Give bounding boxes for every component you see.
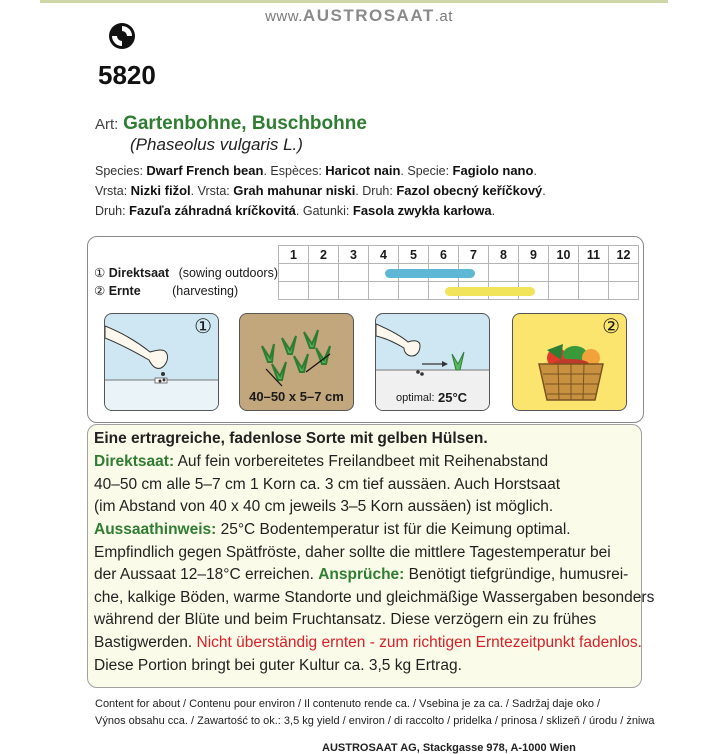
aussaathinweis-line-1: Aussaathinweis: 25°C Bodentemperatur ist für die Keimung optimal. <box>94 521 571 538</box>
species-line-1: Species: Dwarf French bean. Espèces: Haricot nain. Specie: Fagiolo nano. <box>95 163 537 178</box>
variety-headline: Eine ertragreiche, fadenlose Sorte mit gelben Hülsen. <box>94 430 488 447</box>
row-number: ② <box>94 284 106 298</box>
temperature-label: optimal: <box>396 392 435 404</box>
product-title: Art: Gartenbohne, Buschbohne <box>95 113 367 134</box>
direktsaat-line-3: (im Abstand von 40 x 40 cm jeweils 3–5 Korn aussäen) ist möglich. <box>94 498 554 515</box>
step-number-2: ② <box>602 316 620 338</box>
month-9: 9 <box>519 246 549 264</box>
month-12: 12 <box>609 246 639 264</box>
company-address-cut: AUSTROSAAT AG, Stackgasse 978, A-1000 Wien <box>322 742 576 754</box>
month-4: 4 <box>369 246 399 264</box>
month-8: 8 <box>489 246 519 264</box>
month-11: 11 <box>579 246 609 264</box>
ansprueche-line-4: Bastigwerden. Nicht überständig ernten - zum richtigen Erntezeitpunkt fadenlos. <box>94 634 642 651</box>
cultivation-info-box <box>87 424 655 688</box>
germination-illustration <box>375 313 490 411</box>
species-line-2: Vrsta: Nizki fižol. Vrsta: Grah mahunar niski. Druh: Fazol obecný keříčkový. <box>95 183 546 198</box>
spacing-illustration <box>239 313 354 411</box>
month-2: 2 <box>309 246 339 264</box>
harvest-period-bar <box>445 287 535 296</box>
month-10: 10 <box>549 246 579 264</box>
product-number: 5820 <box>98 60 156 90</box>
harvest-warning: Nicht überständig ernten - zum richtigen Erntezeitpunkt fadenlos. <box>196 634 642 651</box>
calendar-row-sowing <box>94 264 639 282</box>
step-number-1: ① <box>194 316 212 338</box>
top-border-line <box>40 0 668 3</box>
month-header-row <box>94 246 639 264</box>
website-url[interactable]: www.AUSTROSAAT.at <box>265 6 453 25</box>
species-line-3: Druh: Fazuľa záhradná kríčkovitá. Gatunki: Fasola zwykła karłowa. <box>95 203 496 218</box>
month-6: 6 <box>429 246 459 264</box>
yield-portion-note: Diese Portion bringt bei guter Kultur ca. 3,5 kg Ertrag. <box>94 657 462 674</box>
ansprueche-line-2: che, kalkige Böden, warme Standorte und gleichmäßige Wassergaben besonders <box>94 589 655 606</box>
calendar-table <box>94 245 639 300</box>
direktsaat-line-1: Direktsaat: Auf fein vorbereitetes Freilandbeet mit Reihenabstand <box>94 453 549 470</box>
green-dot-recycling-icon <box>108 22 136 50</box>
harvest-illustration <box>512 313 627 411</box>
row-name: Ernte <box>108 284 141 298</box>
aussaathinweis-line-3: der Aussaat 12–18°C erreichen. Ansprüche: Benötigt tiefgründige, humusrei- <box>94 566 629 583</box>
content-yield-line-1: Content for about / Contenu pour environ / Il contenuto rende ca. / Vsebina je za ca. / Sadržaj daje oko / <box>95 698 601 710</box>
ansprueche-line-3: während der Blüte und beim Fruchtansatz. Diese verzögern ein zu frühes <box>94 611 597 628</box>
sowing-calendar <box>87 236 644 423</box>
row-note: (harvesting) <box>172 284 239 298</box>
month-3: 3 <box>339 246 369 264</box>
month-7: 7 <box>459 246 489 264</box>
row-name: Direktsaat <box>108 266 170 280</box>
row-note: (sowing outdoors) <box>178 266 278 280</box>
content-yield-line-2: Výnos obsahu cca. / Zawartość to ok.: 3,5 kg yield / environ / di raccolto / pridelka / prinosa / sklizeň / úrodu / żniwa <box>95 715 655 727</box>
month-5: 5 <box>399 246 429 264</box>
sowing-illustration <box>104 313 219 411</box>
calendar-row-harvest <box>94 282 639 300</box>
temperature-value: 25°C <box>438 390 468 405</box>
month-1: 1 <box>279 246 309 264</box>
direktsaat-line-2: 40–50 cm alle 5–7 cm 1 Korn ca. 3 cm tief aussäen. Auch Horstsaat <box>94 476 561 493</box>
latin-name: (Phaseolus vulgaris L.) <box>130 135 303 154</box>
spacing-caption: 40–50 x 5–7 cm <box>249 389 344 404</box>
row-number: ① <box>94 266 106 280</box>
aussaathinweis-line-2: Empfindlich gegen Spätfröste, daher sollte die mittlere Tagestemperatur bei <box>94 544 611 561</box>
sowing-period-bar <box>385 269 475 278</box>
